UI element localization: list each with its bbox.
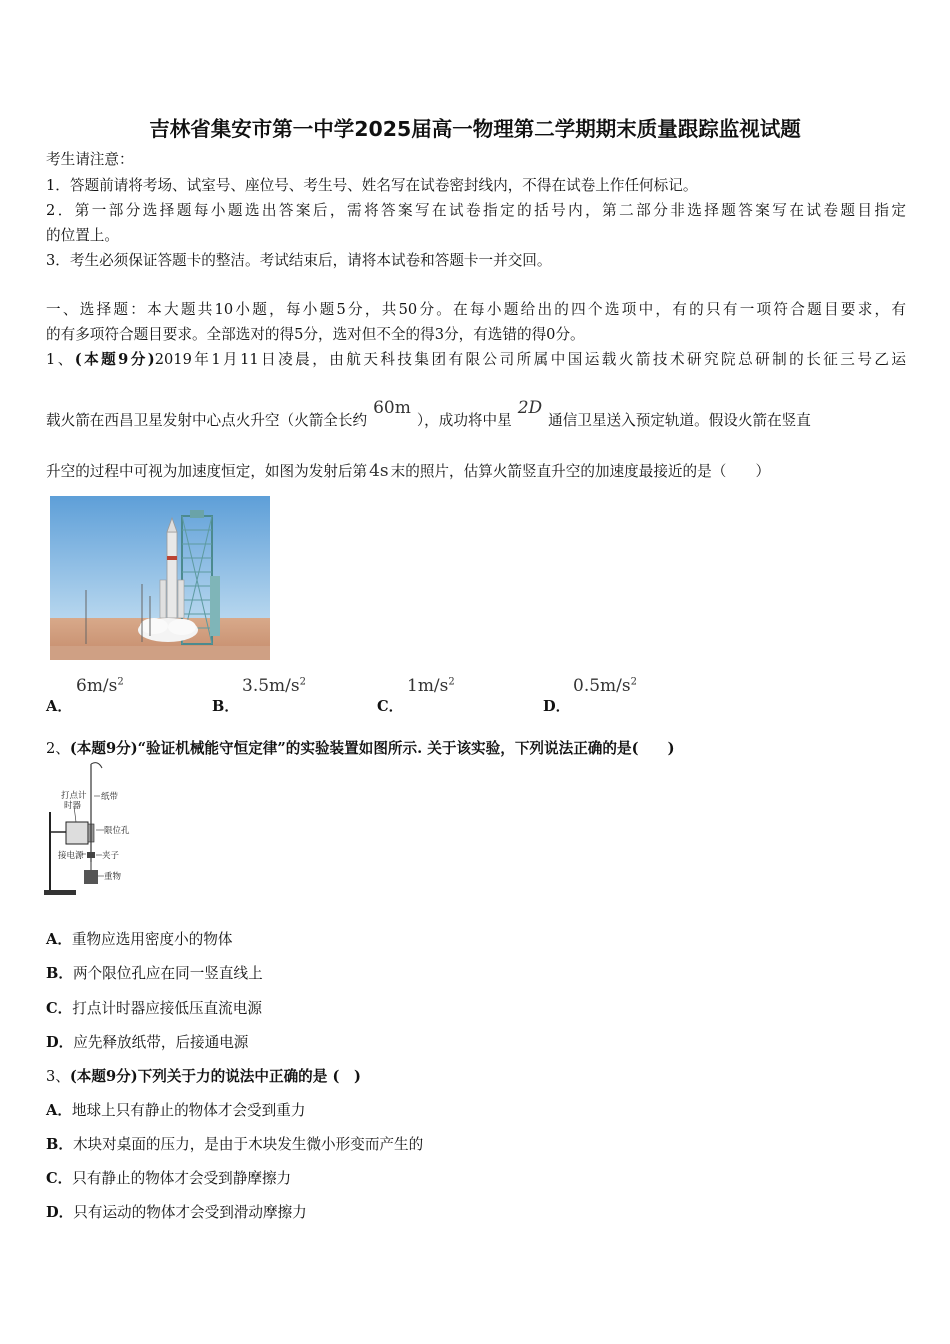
option-a[interactable]: A．地球上只有静止的物体才会受到重力 <box>46 1102 306 1119</box>
math-time: 4s <box>369 461 389 481</box>
notice-item: 3．考生必须保证答题卡的整洁。考试结束后，请将本试卷和答题卡一并交回。 <box>46 252 552 269</box>
section-intro: 的有多项符合题目要求。全部选对的得5分，选对但不全的得3分，有选错的得0分。 <box>46 326 585 343</box>
question-score: (本题9分) <box>74 351 155 368</box>
notice-heading: 考生请注意： <box>46 151 134 168</box>
notice-item: 2．第一部分选择题每小题选出答案后，需将答案写在试卷指定的括号内，第二部分非选择题答案写在试卷题目指定 <box>46 202 906 219</box>
notice-item: 1．答题前请将考场、试室号、座位号、考生号、姓名写在试卷密封线内，不得在试卷上作任何标记。 <box>46 177 698 194</box>
option-label: D． <box>543 698 571 715</box>
question-1-line2: 载火箭在西昌卫星发射中心点火升空（火箭全长约60m），成功将中星2D通信卫星送入预定轨道。假设火箭在竖直 <box>46 398 811 429</box>
apparatus-diagram <box>44 762 144 900</box>
question-text: 2019年1月11日凌晨，由航天科技集团有限公司所属中国运载火箭技术研究院总研制的长征三号乙运 <box>154 351 906 368</box>
option-value: $1m/s^2$ <box>407 676 455 696</box>
option-c[interactable]: C．打点计时器应接低压直流电源 <box>46 1000 262 1017</box>
question-2-stem: 2、(本题9分)“验证机械能守恒定律”的实验装置如图所示. 关于该实验，下列说法正确的是( ) <box>46 740 675 757</box>
section-intro: 一、选择题：本大题共10小题，每小题5分，共50分。在每小题给出的四个选项中，有的只有一项符合题目要求，有 <box>46 301 906 318</box>
rocket-launch-image <box>50 496 270 660</box>
label-timer-2: 时器 <box>64 801 82 811</box>
page-title: 吉林省集安市第一中学2025届高一物理第二学期期末质量跟踪监视试题 <box>149 117 801 141</box>
option-b[interactable]: B．两个限位孔应在同一竖直线上 <box>46 965 263 982</box>
label-limit-hole: 限位孔 <box>104 826 130 836</box>
option-value: $3.5m/s^2$ <box>242 676 306 696</box>
option-value: $0.5m/s^2$ <box>573 676 637 696</box>
option-value: $6m/s^2$ <box>76 676 124 696</box>
label-weight: 重物 <box>104 872 122 882</box>
math-satellite: 2D <box>517 398 543 418</box>
option-d[interactable]: D．应先释放纸带，后接通电源 <box>46 1034 249 1051</box>
option-label: B． <box>212 698 239 715</box>
option-label: C． <box>377 698 404 715</box>
question-number: 1、 <box>46 351 75 368</box>
math-length: 60m <box>373 398 411 418</box>
question-1-line3: 升空的过程中可视为加速度恒定，如图为发射后第 4s 末的照片，估算火箭竖直升空的加速度最接近的是（ ） <box>46 461 771 481</box>
option-d[interactable]: D．只有运动的物体才会受到滑动摩擦力 <box>46 1204 307 1221</box>
option-label: A． <box>46 698 72 715</box>
option-a[interactable]: A．重物应选用密度小的物体 <box>46 931 233 948</box>
experiment-apparatus-figure <box>44 762 144 900</box>
option-c[interactable]: C．只有静止的物体才会受到静摩擦力 <box>46 1170 292 1187</box>
question-3-stem: 3、(本题9分)下列关于力的说法中正确的是 ( ) <box>46 1068 361 1085</box>
label-timer: 打点计 <box>61 791 87 801</box>
notice-item: 的位置上。 <box>46 227 119 244</box>
rocket-launch-illustration <box>50 496 270 660</box>
label-power: 接电源 <box>58 851 84 861</box>
label-clip: 夹子 <box>102 851 120 861</box>
label-tape: 纸带 <box>101 792 119 802</box>
question-1-stem <box>46 350 906 370</box>
option-b[interactable]: B．木块对桌面的压力，是由于木块发生微小形变而产生的 <box>46 1136 424 1153</box>
